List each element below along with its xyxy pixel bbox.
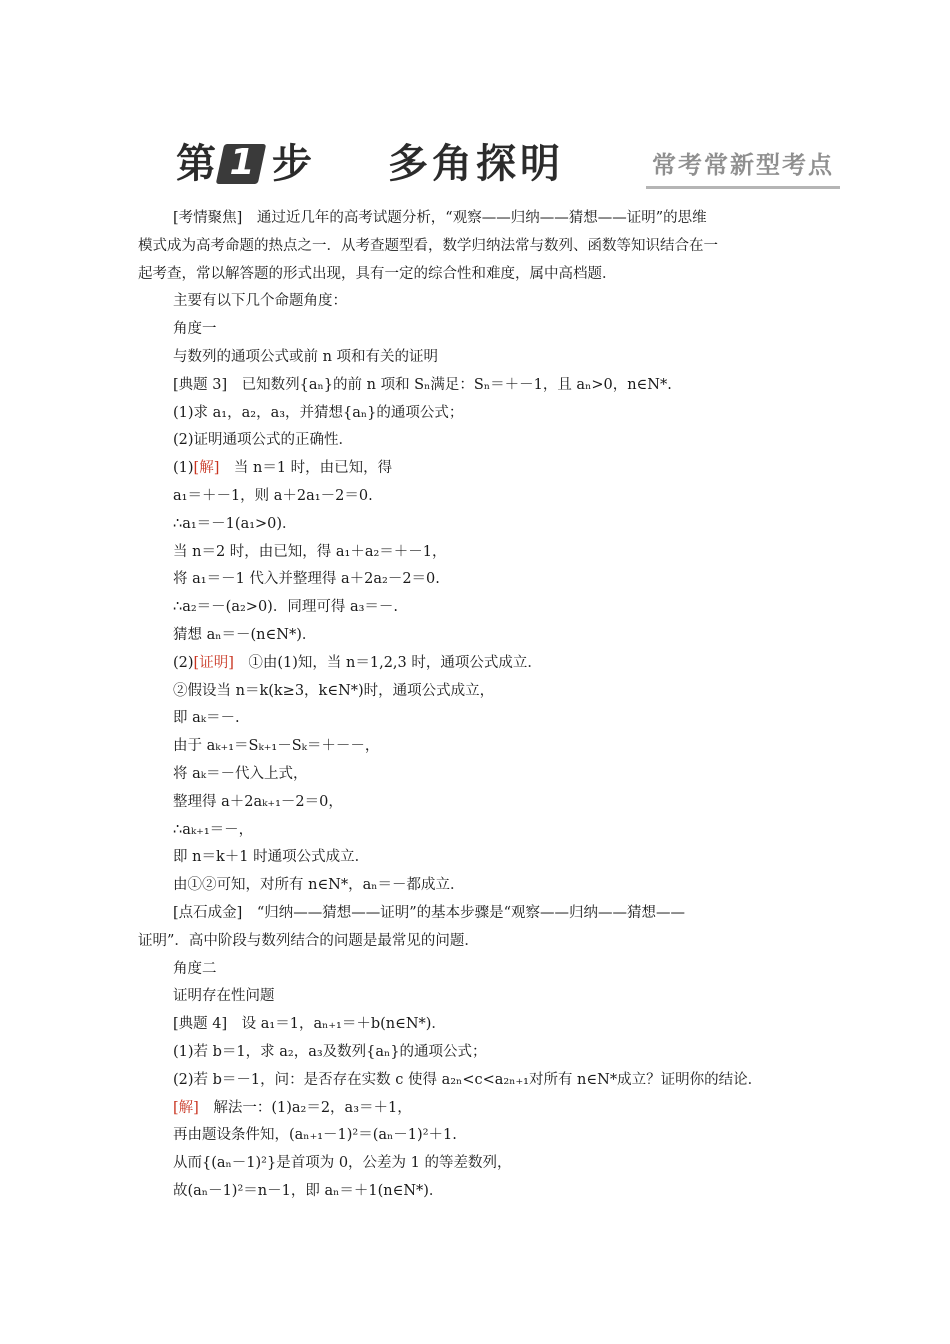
solution-tag: [解] — [193, 460, 220, 477]
text-line: 证明”．高中阶段与数列结合的问题是最常见的问题． — [138, 932, 479, 949]
text-line: 将 aₖ＝－代入上式， — [173, 766, 308, 782]
text-line: 再由题设条件知，(aₙ₊₁－1)²＝(aₙ－1)²＋1. — [173, 1127, 457, 1144]
step-prefix: 第 — [176, 141, 216, 187]
text-line: ②假设当 n＝k(k≥3，k∈N*)时，通项公式成立， — [173, 682, 495, 699]
text-line: 整理得 a＋2aₖ₊₁－2＝0， — [173, 793, 343, 810]
text-line: 角度二 — [173, 960, 217, 977]
text-line: 猜想 aₙ＝－(n∈N*)． — [173, 627, 317, 643]
text-line: ∴a₁＝－1(a₁>0)． — [173, 515, 297, 532]
text-line: 故(aₙ－1)²＝n－1，即 aₙ＝＋1(n∈N*)． — [173, 1183, 444, 1199]
text-line: 从而{(aₙ－1)²}是首项为 0，公差为 1 的等差数列， — [173, 1155, 512, 1172]
text-line: 起考查，常以解答题的形式出现，具有一定的综合性和难度，属中高档题． — [138, 265, 617, 282]
text-line: a₁＝＋－1，则 a＋2a₁－2＝0. — [173, 488, 373, 504]
solution-tag: [解] — [173, 1099, 199, 1116]
text-line: 模式成为高考命题的热点之一．从考查题型看，数学归纳法常与数列、函数等知识结合在一 — [138, 237, 718, 254]
text-line: 由于 aₖ₊₁＝Sₖ₊₁－Sₖ＝＋－－， — [173, 738, 380, 755]
text-line: 当 n＝2 时，由已知，得 a₁＋a₂＝＋－1， — [173, 543, 447, 560]
step-number: 1 — [229, 142, 255, 183]
text-line: 即 n＝k＋1 时通项公式成立． — [173, 849, 370, 866]
text-line: (1)若 b＝1，求 a₂，a₃及数列{aₙ}的通项公式； — [173, 1044, 487, 1060]
text-line: (2)若 b＝－1，问：是否存在实数 c 使得 a₂ₙ<c<a₂ₙ₊₁对所有 n∈N*成立？证明你的结论． — [173, 1071, 763, 1088]
text-line: 由①②可知，对所有 n∈N*，aₙ＝－都成立． — [173, 877, 465, 894]
text-line: 将 a₁＝－1 代入并整理得 a＋2a₂－2＝0. — [173, 571, 440, 588]
line-prefix: (2) — [173, 654, 194, 671]
text-line: ∴a₂＝－(a₂>0)．同理可得 a₃＝－. — [173, 599, 399, 616]
line-text: ①由(1)知，当 n＝1,2,3 时，通项公式成立． — [233, 654, 542, 671]
text-line: [典题 3] 已知数列{aₙ}的前 n 项和 Sₙ满足：Sₙ＝＋－1，且 aₙ>0，n∈N*. — [173, 376, 672, 393]
text-line — [173, 1096, 412, 1120]
text-line: [典题 4] 设 a₁＝1，aₙ₊₁＝＋b(n∈N*)． — [173, 1016, 446, 1033]
line-text: 当 n＝1 时，由已知，得 — [219, 460, 393, 477]
line-prefix: (1) — [173, 460, 194, 477]
line-text: 解法一：(1)a₂＝2，a₃＝＋1， — [198, 1099, 412, 1116]
text-line: 与数列的通项公式或前 n 项和有关的证明 — [173, 349, 439, 365]
text-line: (2)证明通项公式的正确性． — [173, 432, 354, 449]
section-subtitle: 常考常新型考点 — [652, 151, 834, 179]
text-line: 角度一 — [173, 321, 217, 338]
text-line: 即 aₖ＝－. — [173, 710, 240, 727]
banner-rule — [646, 186, 840, 189]
text-line: ∴aₖ₊₁＝－， — [173, 821, 254, 838]
text-line: (1)求 a₁，a₂，a₃，并猜想{aₙ}的通项公式； — [173, 404, 464, 421]
text-line: 主要有以下几个命题角度： — [173, 293, 347, 310]
text-line — [173, 651, 542, 675]
section-banner — [176, 140, 840, 192]
text-line — [173, 456, 392, 480]
text-line: [点石成金] “归纳——猜想——证明”的基本步骤是“观察——归纳——猜想—— — [173, 905, 686, 921]
text-line: 证明存在性问题 — [173, 988, 275, 1005]
text-line: [考情聚焦] 通过近几年的高考试题分析，“观察——归纳——猜想——证明”的思维 — [173, 210, 707, 226]
section-title: 多角探明 — [388, 141, 564, 187]
solution-tag: [证明] — [193, 654, 234, 671]
step-suffix: 步 — [272, 141, 312, 187]
